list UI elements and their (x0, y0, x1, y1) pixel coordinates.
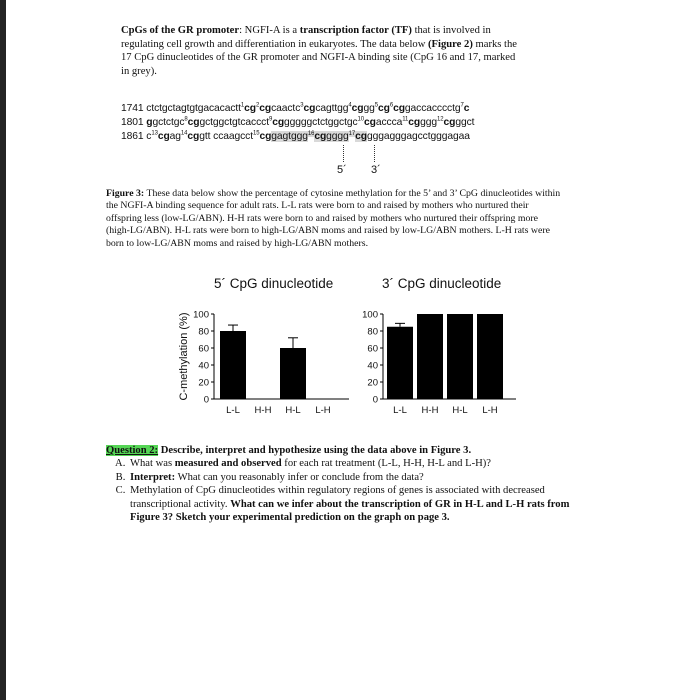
y-tick-label: 80 (367, 326, 378, 338)
sequence-segment: ggct (455, 117, 475, 128)
intro-text-1: : NGFI-A is a (239, 25, 300, 36)
cpg-site: cg (378, 103, 390, 114)
x-tick-label: H-L (452, 405, 468, 416)
cpg-number: 17 (348, 130, 356, 137)
cpg-number: 9 (268, 116, 273, 123)
intro-lead: CpGs of the GR promoter (121, 25, 240, 36)
cpg-site: cg (259, 103, 272, 114)
cpg-number: 4 (348, 102, 352, 109)
cpg-number: 13 (151, 130, 158, 137)
cpg-number: 14 (180, 130, 188, 137)
cpg-site: cg (364, 117, 376, 128)
figure-3-label: Figure 3: (106, 188, 145, 199)
sequence-line-1861 (121, 131, 470, 142)
five-prime-marker-line (343, 145, 344, 162)
cpg-site: c (463, 103, 470, 114)
cpg-site: cg (187, 131, 200, 142)
figure-3-caption (106, 188, 561, 250)
question-item-b: B. Interpret: What can you reasonably infer or conclude from the data? (128, 471, 586, 484)
x-tick-label: H-L (285, 405, 301, 416)
question-2-items (106, 457, 586, 524)
cpg-number: 6 (389, 102, 394, 109)
intro-text-3: marks the 17 CpG dinucleotides of the GR promoter and NGFI-A binding site (CpG 16 and 17, marked in grey). (121, 38, 517, 77)
cpg-site: cg (314, 131, 327, 142)
question-2 (106, 444, 586, 524)
cpg-site: cg (187, 117, 200, 128)
x-tick-label: L-H (482, 405, 498, 416)
sequence-segment: gctggctgtcaccct (199, 117, 269, 128)
sequence-segment: gagtggg (271, 131, 308, 142)
sequence-segment: gg (363, 103, 375, 114)
sequence-segment: gtt ccaagcct (199, 131, 253, 142)
y-axis-label: C-methylation (%) (178, 312, 190, 401)
cpg-number: 11 (402, 116, 409, 123)
cpg-number: 7 (460, 102, 464, 109)
intro-text-2: that is involved in regulating cell growth and differentiation in eukaryotes. The data below (121, 25, 491, 50)
question-2-prompt (106, 444, 586, 457)
sequence-position: 1801 (121, 117, 147, 128)
sequence-segment: ggg (420, 117, 437, 128)
chart-3prime-title: 3´ CpG dinucleotide (382, 276, 502, 291)
three-prime-marker: 3´ (371, 164, 381, 176)
sequence-position: 1741 (121, 103, 147, 114)
x-tick-label: L-L (393, 405, 407, 416)
question-2-prompt-text: Describe, interpret and hypothesize using the data above in Figure 3. (158, 445, 472, 456)
y-tick-label: 60 (367, 343, 378, 355)
cpg-number: 8 (184, 116, 188, 123)
cpg-site: cg (244, 103, 256, 114)
cpg-site: cg (259, 131, 272, 142)
cpg-site: cg (443, 117, 456, 128)
cpg-number: 3 (300, 102, 304, 109)
cpg-site: cg (351, 103, 364, 114)
x-tick-label: L-H (315, 405, 331, 416)
cpg-site: cg (157, 131, 170, 142)
sequence-segment: ag (169, 131, 181, 142)
sequence-line-1741 (121, 103, 469, 114)
y-tick-label: 20 (198, 377, 209, 389)
sequence-segment: caactc (271, 103, 301, 114)
sequence-position: 1861 (121, 131, 147, 142)
cpg-number: 5 (374, 102, 378, 109)
sequence-segment: ctctgctagtgtgacacactt (146, 103, 241, 114)
question-item-c: C. Methylation of CpG dinucleotides within regulatory regions of genes is associated with decreased transcriptional activity. What can we infer about the transcription of GR in H-L and L-H rats from Figure 3? Sketch your experimental prediction on the graph on page 3. (128, 484, 586, 524)
y-tick-label: 80 (198, 326, 209, 338)
cpg-number: 2 (256, 102, 260, 109)
cpg-number: 16 (307, 130, 315, 137)
sequence-segment: gggg (326, 131, 349, 142)
intro-tf: transcription factor (TF) (299, 25, 412, 36)
question-2-label: Question 2: (106, 445, 159, 456)
cpg-site: cg (393, 103, 405, 114)
cpg-site: cg (408, 117, 421, 128)
cpg-number: 1 (240, 102, 245, 109)
y-tick-label: 100 (193, 309, 209, 321)
sequence-segment: gctctgc (152, 117, 185, 128)
y-tick-label: 100 (362, 309, 378, 321)
cpg-number: 12 (437, 116, 444, 123)
sequence-segment: gggggctctggctgc (284, 117, 358, 128)
sequence-segment: c (146, 131, 152, 142)
x-tick-label: H-H (254, 405, 272, 416)
three-prime-marker-line (374, 145, 375, 162)
sequence-segment: accca (375, 117, 403, 128)
sequence-segment: gggagggagcctgggagaa (366, 131, 470, 142)
y-tick-label: 40 (367, 360, 378, 372)
cpg-site: cg (355, 131, 367, 142)
x-tick-label: H-H (421, 405, 439, 416)
five-prime-marker: 5´ (337, 164, 347, 176)
y-tick-label: 60 (198, 343, 209, 355)
y-tick-label: 0 (372, 394, 378, 406)
intro-paragraph (121, 24, 521, 78)
sequence-line-1801 (121, 117, 474, 128)
sequence-segment: cagttgg (315, 103, 349, 114)
intro-fig2-ref: (Figure 2) (428, 38, 473, 50)
cpg-number: 15 (252, 130, 260, 137)
cpg-site: cg (303, 103, 316, 114)
sequence-segment: gaccacccctg (404, 103, 461, 114)
y-tick-label: 40 (198, 360, 209, 372)
cpg-number: 10 (357, 116, 365, 123)
x-tick-label: L-L (226, 405, 240, 416)
y-tick-label: 0 (203, 394, 209, 406)
chart-5prime-title: 5´ CpG dinucleotide (214, 276, 334, 291)
question-item-a: A. What was measured and observed for each rat treatment (L-L, H-H, H-L and L-H)? (128, 457, 586, 470)
y-tick-label: 20 (367, 377, 378, 389)
cpg-site: g (146, 117, 153, 128)
cpg-site: cg (272, 117, 285, 128)
figure-3-text: These data below show the percentage of cytosine methylation for the 5’ and 3’ CpG dinucleotides within the NGFI-A binding sequence for adult rats. L-L rats were born to and raised by mothers who nurtured their offspring less (low-LG/ABN). H-H rats were born to and raised by mothers who nurtured their offspring more (high-LG/ABN). H-L rats were born to high-LG/ABN moms and raised by low-LG/ABN mothers. L-H rats were born to low-LG/ABN moms and raised by high-LG/ABN mothers. (106, 188, 561, 249)
